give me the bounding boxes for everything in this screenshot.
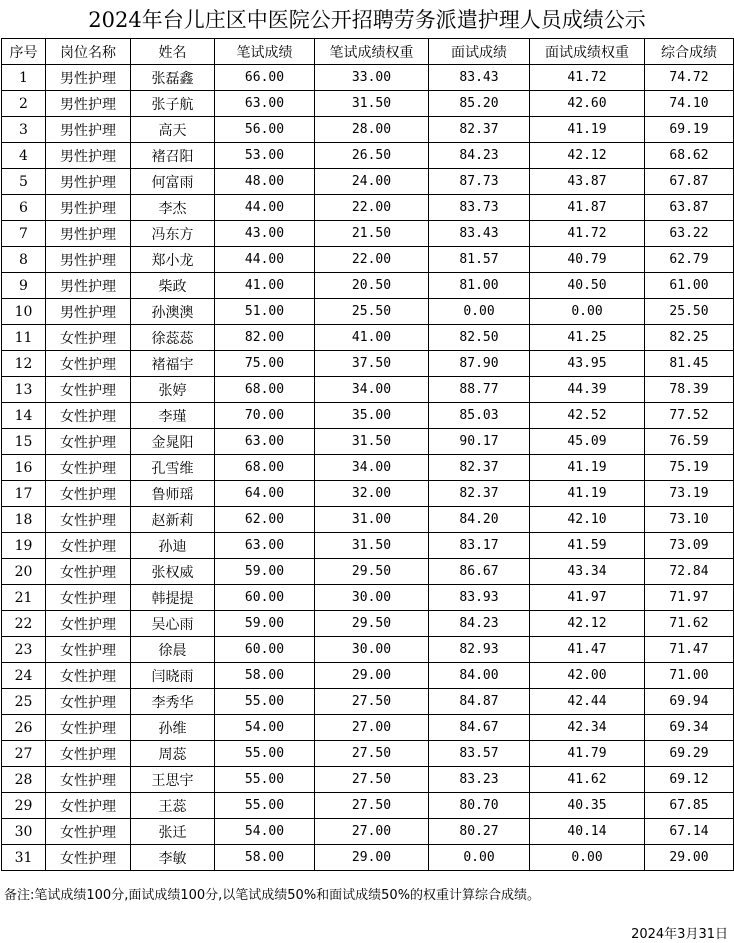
cell-total-score: 78.39 bbox=[645, 377, 734, 403]
cell-name: 张婷 bbox=[131, 377, 215, 403]
cell-position: 女性护理 bbox=[46, 533, 131, 559]
cell-interview-score: 0.00 bbox=[429, 299, 530, 325]
cell-position: 女性护理 bbox=[46, 481, 131, 507]
cell-index: 9 bbox=[2, 273, 46, 299]
cell-total-score: 76.59 bbox=[645, 429, 734, 455]
cell-index: 28 bbox=[2, 767, 46, 793]
cell-interview-score: 82.37 bbox=[429, 481, 530, 507]
cell-index: 31 bbox=[2, 845, 46, 871]
cell-interview-weighted: 41.72 bbox=[530, 221, 645, 247]
column-header-written-weighted: 笔试成绩权重 bbox=[315, 39, 429, 65]
cell-position: 女性护理 bbox=[46, 819, 131, 845]
table-row bbox=[2, 689, 734, 715]
cell-index: 4 bbox=[2, 143, 46, 169]
cell-interview-weighted: 42.34 bbox=[530, 715, 645, 741]
cell-total-score: 71.00 bbox=[645, 663, 734, 689]
cell-index: 3 bbox=[2, 117, 46, 143]
table-row bbox=[2, 741, 734, 767]
cell-index: 17 bbox=[2, 481, 46, 507]
cell-total-score: 72.84 bbox=[645, 559, 734, 585]
cell-written-score: 53.00 bbox=[215, 143, 315, 169]
cell-written-score: 58.00 bbox=[215, 663, 315, 689]
cell-name: 孙澳澳 bbox=[131, 299, 215, 325]
cell-interview-weighted: 41.19 bbox=[530, 481, 645, 507]
cell-written-weighted: 22.00 bbox=[315, 195, 429, 221]
cell-index: 20 bbox=[2, 559, 46, 585]
cell-written-score: 56.00 bbox=[215, 117, 315, 143]
cell-name: 韩提提 bbox=[131, 585, 215, 611]
cell-index: 11 bbox=[2, 325, 46, 351]
cell-written-weighted: 29.00 bbox=[315, 845, 429, 871]
cell-interview-weighted: 41.72 bbox=[530, 65, 645, 91]
column-header-position: 岗位名称 bbox=[46, 39, 131, 65]
cell-index: 6 bbox=[2, 195, 46, 221]
cell-total-score: 67.87 bbox=[645, 169, 734, 195]
cell-position: 女性护理 bbox=[46, 429, 131, 455]
cell-name: 李秀华 bbox=[131, 689, 215, 715]
cell-name: 徐晨 bbox=[131, 637, 215, 663]
cell-name: 周蕊 bbox=[131, 741, 215, 767]
cell-written-weighted: 27.50 bbox=[315, 793, 429, 819]
cell-interview-score: 80.27 bbox=[429, 819, 530, 845]
cell-interview-score: 81.00 bbox=[429, 273, 530, 299]
cell-interview-score: 83.23 bbox=[429, 767, 530, 793]
cell-written-weighted: 27.00 bbox=[315, 715, 429, 741]
cell-position: 男性护理 bbox=[46, 221, 131, 247]
cell-index: 10 bbox=[2, 299, 46, 325]
cell-index: 14 bbox=[2, 403, 46, 429]
cell-total-score: 75.19 bbox=[645, 455, 734, 481]
cell-total-score: 71.62 bbox=[645, 611, 734, 637]
cell-position: 女性护理 bbox=[46, 403, 131, 429]
cell-position: 男性护理 bbox=[46, 273, 131, 299]
cell-interview-score: 88.77 bbox=[429, 377, 530, 403]
cell-interview-score: 82.50 bbox=[429, 325, 530, 351]
footnote: 备注:笔试成绩100分,面试成绩100分,以笔试成绩50%和面试成绩50%的权重计算综合成绩。 bbox=[4, 888, 541, 903]
table-row bbox=[2, 845, 734, 871]
table-row bbox=[2, 221, 734, 247]
cell-index: 26 bbox=[2, 715, 46, 741]
cell-interview-weighted: 44.39 bbox=[530, 377, 645, 403]
cell-total-score: 71.97 bbox=[645, 585, 734, 611]
cell-written-weighted: 37.50 bbox=[315, 351, 429, 377]
cell-written-score: 48.00 bbox=[215, 169, 315, 195]
cell-index: 7 bbox=[2, 221, 46, 247]
table-row bbox=[2, 455, 734, 481]
cell-total-score: 67.85 bbox=[645, 793, 734, 819]
cell-written-score: 63.00 bbox=[215, 429, 315, 455]
cell-index: 15 bbox=[2, 429, 46, 455]
cell-total-score: 29.00 bbox=[645, 845, 734, 871]
cell-name: 吴心雨 bbox=[131, 611, 215, 637]
cell-name: 张权威 bbox=[131, 559, 215, 585]
table-row bbox=[2, 299, 734, 325]
cell-interview-score: 86.67 bbox=[429, 559, 530, 585]
cell-total-score: 74.10 bbox=[645, 91, 734, 117]
cell-index: 18 bbox=[2, 507, 46, 533]
table-row bbox=[2, 585, 734, 611]
column-header-interview-score: 面试成绩 bbox=[429, 39, 530, 65]
cell-position: 女性护理 bbox=[46, 845, 131, 871]
publish-date: 2024年3月31日 bbox=[631, 927, 728, 942]
table-row bbox=[2, 91, 734, 117]
cell-written-weighted: 21.50 bbox=[315, 221, 429, 247]
cell-written-score: 82.00 bbox=[215, 325, 315, 351]
cell-index: 24 bbox=[2, 663, 46, 689]
cell-total-score: 69.12 bbox=[645, 767, 734, 793]
cell-name: 赵新莉 bbox=[131, 507, 215, 533]
table-row bbox=[2, 611, 734, 637]
cell-interview-score: 83.43 bbox=[429, 221, 530, 247]
table-row bbox=[2, 351, 734, 377]
cell-interview-score: 84.23 bbox=[429, 611, 530, 637]
cell-index: 25 bbox=[2, 689, 46, 715]
cell-interview-score: 84.67 bbox=[429, 715, 530, 741]
cell-written-weighted: 32.00 bbox=[315, 481, 429, 507]
cell-position: 男性护理 bbox=[46, 247, 131, 273]
cell-total-score: 82.25 bbox=[645, 325, 734, 351]
cell-name: 孙维 bbox=[131, 715, 215, 741]
table-row bbox=[2, 715, 734, 741]
cell-interview-weighted: 43.87 bbox=[530, 169, 645, 195]
cell-written-score: 70.00 bbox=[215, 403, 315, 429]
cell-interview-score: 82.93 bbox=[429, 637, 530, 663]
cell-interview-weighted: 41.62 bbox=[530, 767, 645, 793]
cell-name: 褚召阳 bbox=[131, 143, 215, 169]
cell-written-score: 66.00 bbox=[215, 65, 315, 91]
cell-written-score: 55.00 bbox=[215, 689, 315, 715]
cell-index: 30 bbox=[2, 819, 46, 845]
cell-name: 闫晓雨 bbox=[131, 663, 215, 689]
cell-interview-weighted: 0.00 bbox=[530, 845, 645, 871]
cell-written-score: 55.00 bbox=[215, 793, 315, 819]
cell-name: 孙迪 bbox=[131, 533, 215, 559]
cell-interview-weighted: 41.47 bbox=[530, 637, 645, 663]
cell-total-score: 69.19 bbox=[645, 117, 734, 143]
cell-written-score: 58.00 bbox=[215, 845, 315, 871]
table-row bbox=[2, 637, 734, 663]
cell-position: 男性护理 bbox=[46, 117, 131, 143]
table-row bbox=[2, 117, 734, 143]
cell-interview-score: 81.57 bbox=[429, 247, 530, 273]
table-row bbox=[2, 403, 734, 429]
cell-position: 男性护理 bbox=[46, 169, 131, 195]
cell-written-weighted: 31.50 bbox=[315, 533, 429, 559]
cell-total-score: 61.00 bbox=[645, 273, 734, 299]
cell-name: 李瑾 bbox=[131, 403, 215, 429]
cell-written-weighted: 34.00 bbox=[315, 377, 429, 403]
cell-interview-score: 84.87 bbox=[429, 689, 530, 715]
cell-index: 22 bbox=[2, 611, 46, 637]
cell-interview-score: 87.90 bbox=[429, 351, 530, 377]
cell-position: 女性护理 bbox=[46, 377, 131, 403]
cell-written-weighted: 24.00 bbox=[315, 169, 429, 195]
cell-written-score: 54.00 bbox=[215, 819, 315, 845]
cell-interview-score: 83.93 bbox=[429, 585, 530, 611]
cell-total-score: 69.29 bbox=[645, 741, 734, 767]
cell-position: 女性护理 bbox=[46, 663, 131, 689]
table-row bbox=[2, 429, 734, 455]
cell-name: 郑小龙 bbox=[131, 247, 215, 273]
cell-name: 冯东方 bbox=[131, 221, 215, 247]
cell-interview-weighted: 40.35 bbox=[530, 793, 645, 819]
cell-total-score: 73.10 bbox=[645, 507, 734, 533]
cell-written-score: 75.00 bbox=[215, 351, 315, 377]
cell-interview-weighted: 40.14 bbox=[530, 819, 645, 845]
table-row bbox=[2, 273, 734, 299]
cell-written-weighted: 31.50 bbox=[315, 91, 429, 117]
cell-name: 李敏 bbox=[131, 845, 215, 871]
cell-written-score: 54.00 bbox=[215, 715, 315, 741]
cell-name: 何富雨 bbox=[131, 169, 215, 195]
cell-name: 李杰 bbox=[131, 195, 215, 221]
table-row bbox=[2, 533, 734, 559]
cell-interview-weighted: 42.60 bbox=[530, 91, 645, 117]
cell-position: 女性护理 bbox=[46, 559, 131, 585]
cell-written-score: 68.00 bbox=[215, 455, 315, 481]
cell-written-score: 41.00 bbox=[215, 273, 315, 299]
table-body bbox=[2, 65, 734, 871]
cell-interview-weighted: 42.12 bbox=[530, 143, 645, 169]
cell-total-score: 71.47 bbox=[645, 637, 734, 663]
cell-interview-weighted: 41.25 bbox=[530, 325, 645, 351]
cell-interview-weighted: 42.52 bbox=[530, 403, 645, 429]
cell-position: 男性护理 bbox=[46, 143, 131, 169]
table-row bbox=[2, 663, 734, 689]
cell-written-score: 59.00 bbox=[215, 611, 315, 637]
cell-interview-weighted: 42.12 bbox=[530, 611, 645, 637]
cell-index: 16 bbox=[2, 455, 46, 481]
cell-interview-score: 84.20 bbox=[429, 507, 530, 533]
cell-written-weighted: 25.50 bbox=[315, 299, 429, 325]
cell-position: 女性护理 bbox=[46, 741, 131, 767]
cell-total-score: 62.79 bbox=[645, 247, 734, 273]
cell-interview-weighted: 41.87 bbox=[530, 195, 645, 221]
cell-total-score: 68.62 bbox=[645, 143, 734, 169]
cell-position: 女性护理 bbox=[46, 455, 131, 481]
cell-written-weighted: 41.00 bbox=[315, 325, 429, 351]
cell-written-weighted: 30.00 bbox=[315, 637, 429, 663]
cell-index: 19 bbox=[2, 533, 46, 559]
cell-index: 2 bbox=[2, 91, 46, 117]
cell-total-score: 67.14 bbox=[645, 819, 734, 845]
cell-total-score: 69.94 bbox=[645, 689, 734, 715]
cell-index: 21 bbox=[2, 585, 46, 611]
cell-written-weighted: 34.00 bbox=[315, 455, 429, 481]
cell-index: 27 bbox=[2, 741, 46, 767]
cell-written-score: 55.00 bbox=[215, 767, 315, 793]
cell-interview-score: 85.20 bbox=[429, 91, 530, 117]
cell-written-score: 43.00 bbox=[215, 221, 315, 247]
cell-position: 女性护理 bbox=[46, 715, 131, 741]
cell-written-weighted: 33.00 bbox=[315, 65, 429, 91]
cell-index: 5 bbox=[2, 169, 46, 195]
table-row bbox=[2, 767, 734, 793]
cell-written-score: 63.00 bbox=[215, 533, 315, 559]
cell-total-score: 77.52 bbox=[645, 403, 734, 429]
cell-written-score: 64.00 bbox=[215, 481, 315, 507]
cell-written-weighted: 35.00 bbox=[315, 403, 429, 429]
cell-position: 女性护理 bbox=[46, 637, 131, 663]
cell-written-weighted: 22.00 bbox=[315, 247, 429, 273]
cell-name: 王思宇 bbox=[131, 767, 215, 793]
table-row bbox=[2, 559, 734, 585]
cell-written-score: 68.00 bbox=[215, 377, 315, 403]
cell-position: 男性护理 bbox=[46, 195, 131, 221]
cell-interview-weighted: 41.19 bbox=[530, 117, 645, 143]
table-header-row bbox=[2, 39, 734, 65]
cell-written-score: 51.00 bbox=[215, 299, 315, 325]
cell-position: 女性护理 bbox=[46, 793, 131, 819]
cell-written-weighted: 27.00 bbox=[315, 819, 429, 845]
cell-interview-weighted: 42.10 bbox=[530, 507, 645, 533]
cell-interview-score: 82.37 bbox=[429, 455, 530, 481]
table-row bbox=[2, 143, 734, 169]
cell-written-score: 63.00 bbox=[215, 91, 315, 117]
cell-position: 女性护理 bbox=[46, 689, 131, 715]
cell-interview-weighted: 42.44 bbox=[530, 689, 645, 715]
cell-written-score: 59.00 bbox=[215, 559, 315, 585]
table-row bbox=[2, 481, 734, 507]
cell-interview-score: 0.00 bbox=[429, 845, 530, 871]
cell-interview-score: 80.70 bbox=[429, 793, 530, 819]
table-row bbox=[2, 819, 734, 845]
cell-written-weighted: 31.00 bbox=[315, 507, 429, 533]
cell-interview-weighted: 40.50 bbox=[530, 273, 645, 299]
cell-total-score: 74.72 bbox=[645, 65, 734, 91]
cell-interview-weighted: 40.79 bbox=[530, 247, 645, 273]
cell-position: 男性护理 bbox=[46, 91, 131, 117]
cell-position: 女性护理 bbox=[46, 507, 131, 533]
cell-interview-score: 85.03 bbox=[429, 403, 530, 429]
column-header-interview-weighted: 面试成绩权重 bbox=[530, 39, 645, 65]
cell-interview-weighted: 41.59 bbox=[530, 533, 645, 559]
cell-written-score: 55.00 bbox=[215, 741, 315, 767]
cell-written-score: 62.00 bbox=[215, 507, 315, 533]
cell-total-score: 63.22 bbox=[645, 221, 734, 247]
cell-written-score: 60.00 bbox=[215, 585, 315, 611]
cell-interview-weighted: 0.00 bbox=[530, 299, 645, 325]
cell-written-score: 44.00 bbox=[215, 195, 315, 221]
cell-total-score: 73.09 bbox=[645, 533, 734, 559]
cell-position: 女性护理 bbox=[46, 351, 131, 377]
cell-name: 鲁师瑶 bbox=[131, 481, 215, 507]
cell-name: 高天 bbox=[131, 117, 215, 143]
column-header-written-score: 笔试成绩 bbox=[215, 39, 315, 65]
cell-written-weighted: 31.50 bbox=[315, 429, 429, 455]
cell-written-weighted: 27.50 bbox=[315, 689, 429, 715]
table-row bbox=[2, 377, 734, 403]
cell-interview-weighted: 41.97 bbox=[530, 585, 645, 611]
cell-index: 29 bbox=[2, 793, 46, 819]
cell-position: 女性护理 bbox=[46, 767, 131, 793]
cell-written-score: 44.00 bbox=[215, 247, 315, 273]
table-row bbox=[2, 65, 734, 91]
cell-position: 女性护理 bbox=[46, 611, 131, 637]
column-header-name: 姓名 bbox=[131, 39, 215, 65]
cell-interview-weighted: 42.00 bbox=[530, 663, 645, 689]
cell-index: 13 bbox=[2, 377, 46, 403]
cell-interview-score: 84.00 bbox=[429, 663, 530, 689]
cell-name: 柴政 bbox=[131, 273, 215, 299]
cell-interview-score: 83.57 bbox=[429, 741, 530, 767]
table-row bbox=[2, 247, 734, 273]
cell-interview-weighted: 41.79 bbox=[530, 741, 645, 767]
cell-interview-score: 84.23 bbox=[429, 143, 530, 169]
table-row bbox=[2, 507, 734, 533]
cell-interview-weighted: 43.95 bbox=[530, 351, 645, 377]
table-row bbox=[2, 169, 734, 195]
cell-index: 1 bbox=[2, 65, 46, 91]
cell-index: 23 bbox=[2, 637, 46, 663]
cell-name: 张磊鑫 bbox=[131, 65, 215, 91]
cell-interview-weighted: 41.19 bbox=[530, 455, 645, 481]
cell-position: 男性护理 bbox=[46, 65, 131, 91]
cell-written-weighted: 26.50 bbox=[315, 143, 429, 169]
cell-interview-score: 87.73 bbox=[429, 169, 530, 195]
cell-name: 张迁 bbox=[131, 819, 215, 845]
score-table bbox=[1, 38, 734, 871]
cell-interview-score: 90.17 bbox=[429, 429, 530, 455]
cell-interview-score: 83.73 bbox=[429, 195, 530, 221]
cell-interview-weighted: 45.09 bbox=[530, 429, 645, 455]
cell-position: 男性护理 bbox=[46, 299, 131, 325]
cell-index: 8 bbox=[2, 247, 46, 273]
cell-total-score: 69.34 bbox=[645, 715, 734, 741]
cell-interview-score: 83.17 bbox=[429, 533, 530, 559]
column-header-total-score: 综合成绩 bbox=[645, 39, 734, 65]
cell-total-score: 25.50 bbox=[645, 299, 734, 325]
cell-position: 女性护理 bbox=[46, 325, 131, 351]
cell-written-weighted: 29.00 bbox=[315, 663, 429, 689]
cell-name: 孔雪维 bbox=[131, 455, 215, 481]
cell-written-weighted: 29.50 bbox=[315, 611, 429, 637]
cell-name: 王蕊 bbox=[131, 793, 215, 819]
cell-name: 徐蕊蕊 bbox=[131, 325, 215, 351]
cell-position: 女性护理 bbox=[46, 585, 131, 611]
cell-name: 褚福宇 bbox=[131, 351, 215, 377]
cell-written-weighted: 27.50 bbox=[315, 767, 429, 793]
table-row bbox=[2, 195, 734, 221]
cell-written-weighted: 27.50 bbox=[315, 741, 429, 767]
page-title: 2024年台儿庄区中医院公开招聘劳务派遣护理人员成绩公示 bbox=[88, 8, 646, 32]
cell-written-weighted: 20.50 bbox=[315, 273, 429, 299]
cell-total-score: 73.19 bbox=[645, 481, 734, 507]
cell-interview-score: 83.43 bbox=[429, 65, 530, 91]
cell-written-weighted: 28.00 bbox=[315, 117, 429, 143]
cell-written-weighted: 30.00 bbox=[315, 585, 429, 611]
cell-name: 金晁阳 bbox=[131, 429, 215, 455]
table-row bbox=[2, 793, 734, 819]
cell-written-score: 60.00 bbox=[215, 637, 315, 663]
cell-written-weighted: 29.50 bbox=[315, 559, 429, 585]
cell-total-score: 63.87 bbox=[645, 195, 734, 221]
cell-index: 12 bbox=[2, 351, 46, 377]
cell-interview-weighted: 43.34 bbox=[530, 559, 645, 585]
cell-name: 张子航 bbox=[131, 91, 215, 117]
column-header-index: 序号 bbox=[2, 39, 46, 65]
cell-total-score: 81.45 bbox=[645, 351, 734, 377]
table-row bbox=[2, 325, 734, 351]
cell-interview-score: 82.37 bbox=[429, 117, 530, 143]
